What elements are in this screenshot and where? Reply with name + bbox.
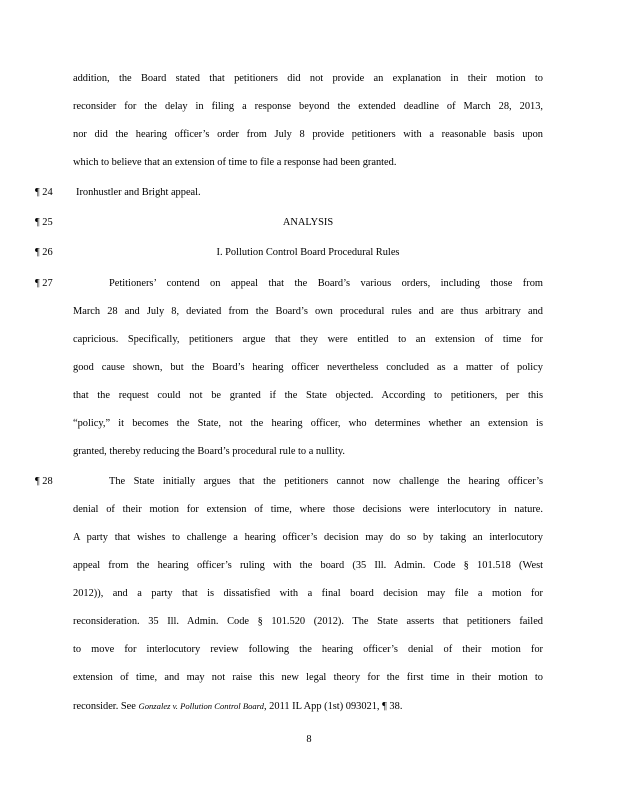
text-line: addition, the Board stated that petitioners did not provide an explanation in their motion to (73, 73, 543, 84)
text-line: March 28 and July 8, deviated from the Board’s own procedural rules and are thus arbitrary and (73, 306, 543, 317)
text-line: The State initially argues that the petitioners cannot now challenge the hearing officer’s (109, 476, 543, 487)
text-line: that the request could not be granted if the State objected. According to petitioners, per this (73, 390, 543, 401)
paragraph-text: Ironhustler and Bright appeal. (76, 187, 201, 198)
text-line: appeal from the hearing officer’s ruling with the board (35 Ill. Admin. Code § 101.518 (West (73, 560, 543, 571)
paragraph-number: ¶ 24 (35, 187, 53, 198)
text-line: granted, thereby reducing the Board’s procedural rule to a nullity. (73, 446, 345, 457)
text-run: , 2011 IL App (1st) 093021, ¶ 38. (263, 701, 403, 712)
text-run: reconsider. See (73, 701, 139, 712)
text-line: nor did the hearing officer’s order from July 8 provide petitioners with a reasonable basis upon (73, 129, 543, 140)
text-line: reconsideration. 35 Ill. Admin. Code § 101.520 (2012). The State asserts that petitioners failed (73, 616, 543, 627)
citation-line (73, 699, 543, 714)
text-line: “policy,” it becomes the State, not the hearing officer, who determines whether an extension is (73, 418, 543, 429)
paragraph-number: ¶ 27 (35, 278, 53, 289)
section-heading: ANALYSIS (282, 217, 334, 228)
paragraph-number: ¶ 25 (35, 217, 53, 228)
text-line: which to believe that an extension of time to file a response had been granted. (73, 157, 397, 168)
text-line: to move for interlocutory review following the hearing officer’s denial of their motion for (73, 644, 543, 655)
text-line: denial of their motion for extension of time, where those decisions were interlocutory in nature. (73, 504, 543, 515)
text-line: 2012)), and a party that is dissatisfied with a final board decision may file a motion for (73, 588, 543, 599)
text-line: Petitioners’ contend on appeal that the Board’s various orders, including those from (109, 278, 543, 289)
subsection-heading: I. Pollution Control Board Procedural Rules (216, 247, 400, 258)
text-line: extension of time, and may not raise this new legal theory for the first time in their motion to (73, 672, 543, 683)
paragraph-number: ¶ 26 (35, 247, 53, 258)
text-line: reconsider for the delay in filing a response beyond the extended deadline of March 28, 2013, (73, 101, 543, 112)
page-number: 8 (306, 734, 312, 745)
text-line: good cause shown, but the Board’s hearing officer nevertheless concluded as a matter of policy (73, 362, 543, 373)
text-line: A party that wishes to challenge a hearing officer’s decision may do so by taking an interlocutory (73, 532, 543, 543)
paragraph-number: ¶ 28 (35, 476, 53, 487)
text-line: capricious. Specifically, petitioners argue that they were entitled to an extension of time for (73, 334, 543, 345)
case-name: Gonzalez v. Pollution Control Board (138, 701, 264, 711)
